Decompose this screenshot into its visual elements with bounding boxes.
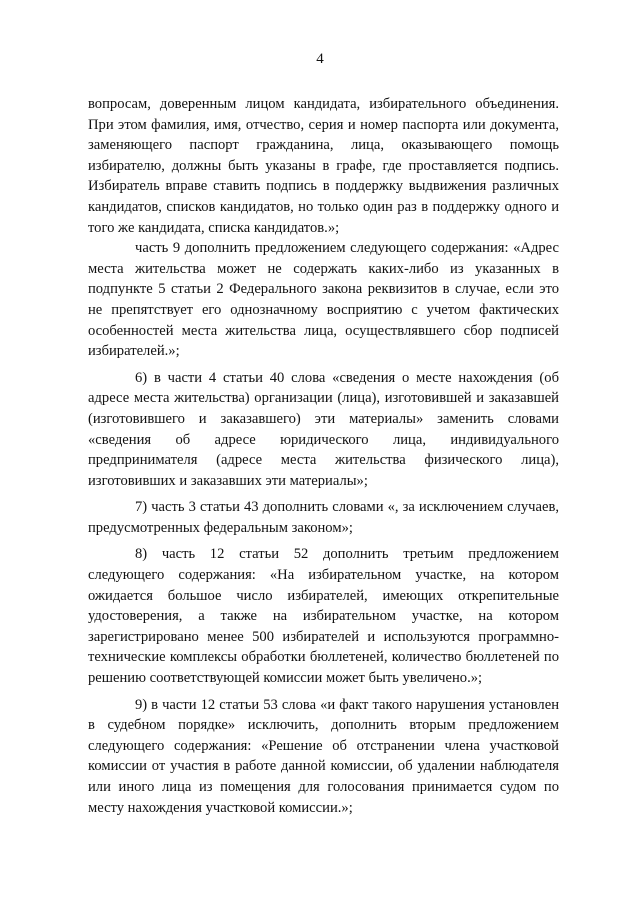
paragraph-continuation: вопросам, доверенным лицом кандидата, избирательного объединения. При этом фамилия, имя, отчество, серия и номер паспорта или документа, заменяющего паспорт гражданина, лица, оказывающего помощь избирателю, должны быть указаны в графе, где проставляется подпись. Избиратель вправе ставить подпись в поддержку выдвижения различных кандидатов, списков кандидатов, но только один раз в поддержку одного и того же кандидата, списка кандидатов.»; [88, 96, 559, 236]
paragraph-item-9: 9) в части 12 статьи 53 слова «и факт такого нарушения установлен в судебном порядке» исключить, дополнить вторым предложением следующего содержания: «Решение об отстранении члена участковой комиссии от участия в работе данной комиссии, об удалении наблюдателя или иного лица из помещения для голосования принимается судом по месту нахождения участковой комиссии.»; [88, 696, 559, 816]
paragraph-part-9: часть 9 дополнить предложением следующего содержания: «Адрес места жительства может не содержать каких-либо из указанных в подпункте 5 статьи 2 Федерального закона реквизитов в случае, если это не препятствует его однозначному восприятию с учетом фактических особенностей места жительства лица, осуществлявшего сбор подписей избирателей.»; [88, 240, 559, 360]
paragraph-item-7: 7) часть 3 статьи 43 дополнить словами «, за исключением случаев, предусмотренных федеральным законом»; [88, 499, 559, 536]
document-body [88, 94, 559, 818]
paragraph-item-6: 6) в части 4 статьи 40 слова «сведения о месте нахождения (об адресе места жительства) организации (лица), изготовившей и заказавшей (изготовившего и заказавшего) эти материалы» заменить словами «сведения об адресе юридического лица, индивидуального предпринимателя (адресе места жительства физического лица), изготовивших и заказавших эти материалы»; [88, 369, 559, 489]
paragraph-item-8: 8) часть 12 статьи 52 дополнить третьим предложением следующего содержания: «На избирательном участке, на котором ожидается большое число избирателей, имеющих открепительные удостоверения, а также на избирательном участке, на котором зарегистрировано менее 500 избирателей и используются программно-технические комплексы обработки бюллетеней, количество бюллетеней по решению соответствующей комиссии может быть увеличено.»; [88, 546, 559, 687]
page-number: 4 [316, 51, 324, 67]
